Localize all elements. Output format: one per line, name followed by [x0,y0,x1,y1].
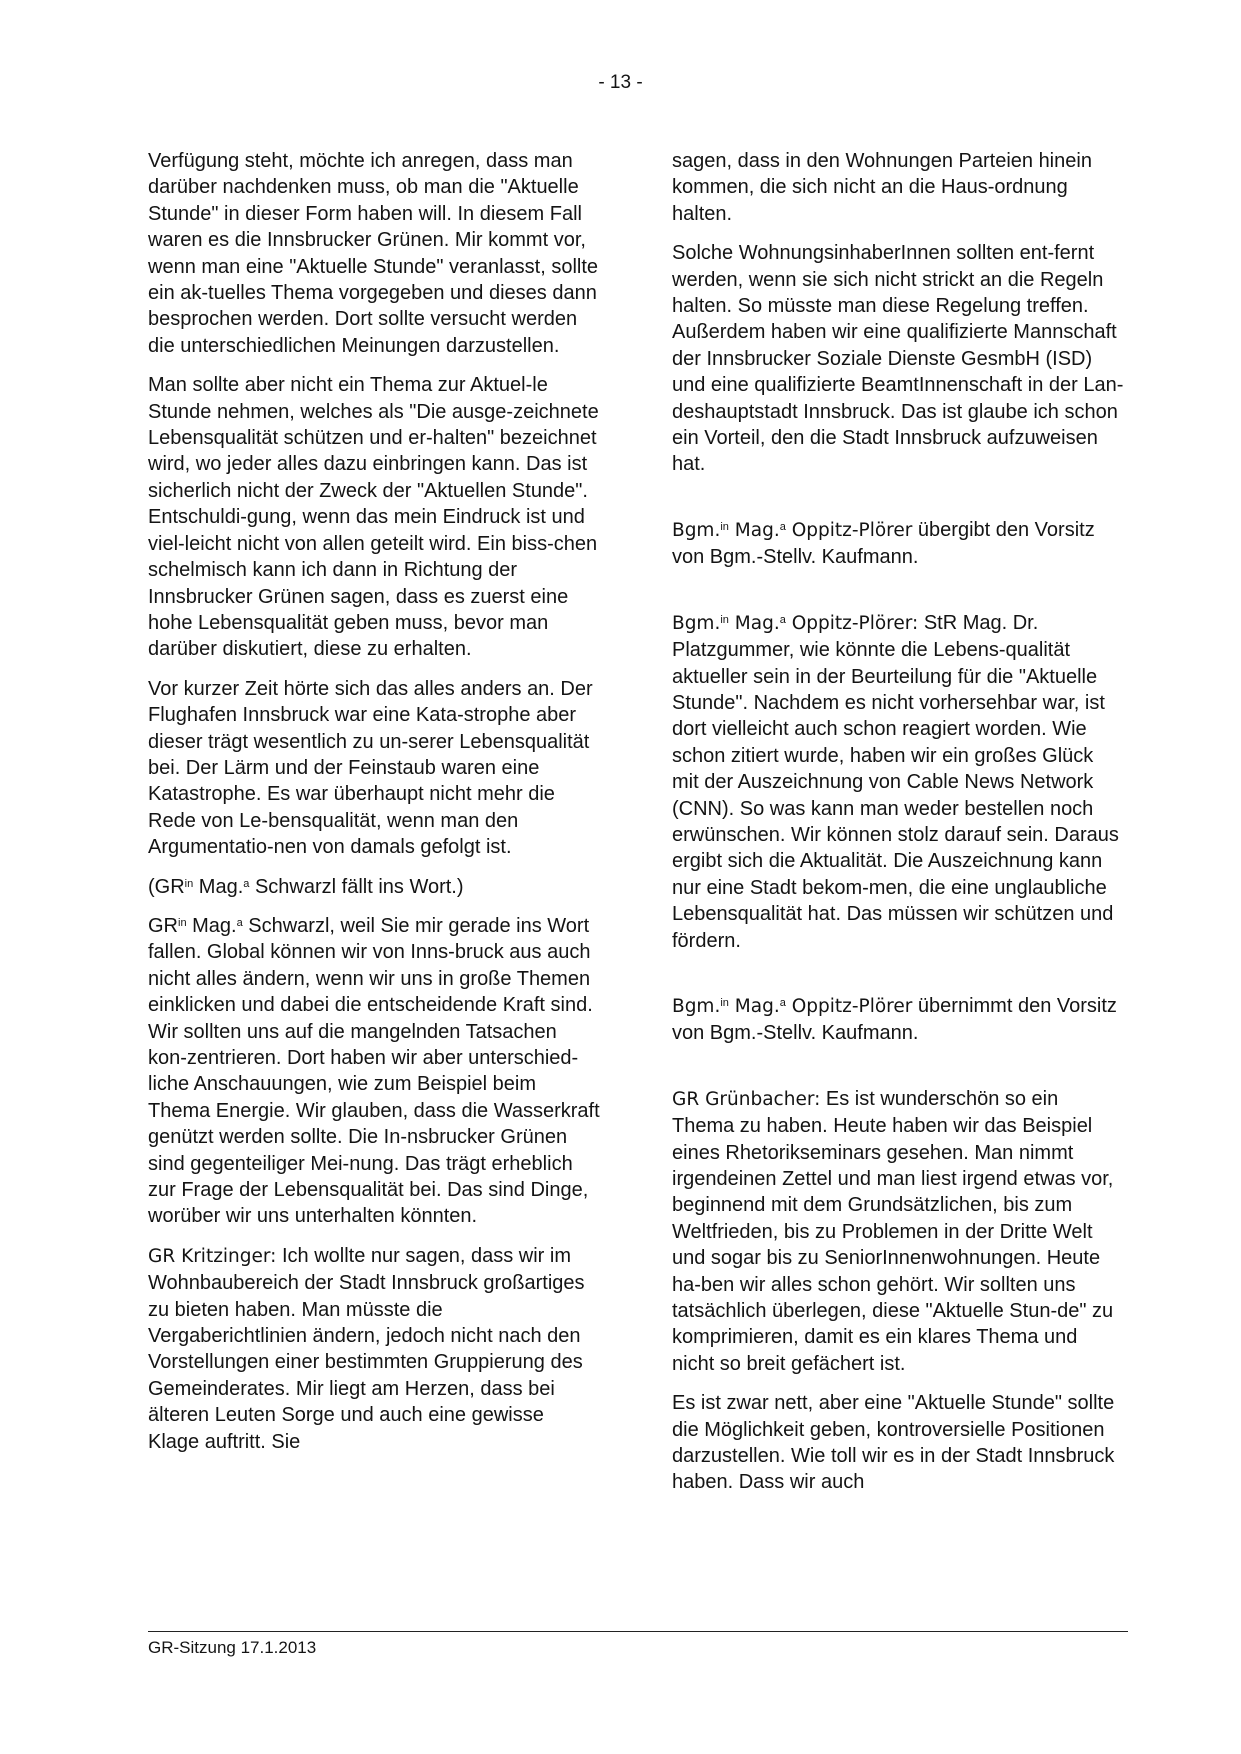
left-column [148,148,600,1468]
interjection: ($GR^{in}$ Mag.$^a$ Schwarzl fällt ins Wort.) [148,875,464,898]
speech-gruenbacher: GR Grünbacher: Es ist wunderschön so ein Thema zu haben. Heute haben wir das Beispiel eines Rhetorikseminars gesehen. Man nimmt irgendeinen Zettel und man liest irgend etwas vor, beginnend mit dem Grundsätzlichen, bis zum Weltfrieden, bis zu Problemen in der Dritte Welt und sogar bis zu SeniorInnenwohnungen. Heute ha-ben wir alles schon gehört. Wir sollten uns tatsächlich überlegen, diese "Aktuelle Stun-de" zu komprimieren, damit es ein klares Thema und nicht so breit gefächert ist. [672,1087,1114,1375]
footer-text: GR-Sitzung 17.1.2013 [148,1638,317,1657]
speaker-name: GR Kritzinger: [148,1245,277,1267]
speech-oppitz-ploerer: Bgm.$^{in}$ Mag.$^a$ Oppitz-Plörer: StR Mag. Dr. Platzgummer, wie könnte die Lebens-qualität aktueller sein in der Beurteilung für die "Aktuelle Stunde". Nachdem es nicht vorhersehbar war, ist dort vielleicht auch schon reagiert worden. Wie schon zitiert wurde, haben wir ein großes Glück mit der Auszeichnung von Cable News Network (CNN). So was kann man weder bestellen noch erwünschen. Wir können stolz darauf sein. Daraus ergibt sich die Aktualität. Die Auszeichnung kann nur eine Stadt bekom-men, die eine unglaubliche Lebensqualität hat. Das müssen wir schützen und fördern. [672,611,1119,952]
right-column [672,148,1124,1509]
speaker-name: GR Grünbacher: [672,1088,821,1110]
paragraph: Man sollte aber nicht ein Thema zur Aktuel-le Stunde nehmen, welches als "Die ausge-zeichnete Lebensqualität schützen und er-halten" bezeichnet wird, wo jeder alles dazu einbringen kann. Das ist sicherlich nicht der Zweck der "Aktuellen Stunde". Entschuldi-gung, wenn das mein Eindruck ist und viel-leicht nicht von allen geteilt wird. Ein biss-chen schelmisch kann ich dann in Richtung der Innsbrucker Grünen sagen, dass es zuerst eine hohe Lebensqualität geben muss, bevor man darüber diskutiert, diese zu erhalten. [148,374,599,661]
paragraph: sagen, dass in den Wohnungen Parteien hinein kommen, die sich nicht an die Haus-ordnung halten. [672,150,1092,225]
page-number: - 13 - [598,72,643,93]
procedural-note: Bgm.$^{in}$ Mag.$^a$ Oppitz-Plörer übernimmt den Vorsitz von Bgm.-Stellv. Kaufmann. [672,994,1117,1045]
paragraph: Solche WohnungsinhaberInnen sollten ent-fernt werden, wenn sie sich nicht strickt an die Regeln halten. So müsste man diese Regelung treffen. Außerdem haben wir eine qualifizierte Mannschaft der Innsbrucker Soziale Dienste GesmbH (ISD) und eine qualifizierte BeamtInnenschaft in der Lan-deshauptstadt Innsbruck. Das ist glaube ich schon ein Vorteil, den die Stadt Innsbruck aufzuweisen hat. [672,242,1124,476]
speech-kritzinger: GR Kritzinger: Ich wollte nur sagen, dass wir im Wohnbaubereich der Stadt Innsbruck großartiges zu bieten haben. Man müsste die Vergaberichtlinien ändern, jedoch nicht nach den Vorstellungen einer bestimmten Gruppierung des Gemeinderates. Mir liegt am Herzen, dass bei älteren Leuten Sorge und auch eine gewisse Klage auftritt. Sie [148,1244,585,1453]
paragraph: Verfügung steht, möchte ich anregen, dass man darüber nachdenken muss, ob man die "Aktuelle Stunde" in dieser Form haben will. In diesem Fall waren es die Innsbrucker Grünen. Mir kommt vor, wenn man eine "Aktuelle Stunde" veranlasst, sollte ein ak-tuelles Thema vorgegeben und dieses dann besprochen werden. Dort sollte versucht werden die unterschiedlichen Meinungen darzustellen. [148,150,599,357]
paragraph: $GR^{in}$ Mag.$^a$ Schwarzl, weil Sie mir gerade ins Wort fallen. Global können wir von Inns-bruck aus auch nicht alles ändern, wenn wir uns in große Themen einklicken und dabei die entscheidende Kraft sind. Wir sollten uns auf die mangelnden Tatsachen kon-zentrieren. Dort haben wir aber unterschied-liche Anschauungen, wie zum Beispiel beim Thema Energie. Wir glauben, dass die Wasserkraft genützt werden sollte. Die In-nsbrucker Grünen sind gegenteiliger Mei-nung. Das trägt erheblich zur Frage der Lebensqualität bei. Das sind Dinge, worüber wir uns unterhalten könnten. [148,914,600,1228]
footer-divider [148,1631,1128,1632]
procedural-note: Bgm.$^{in}$ Mag.$^a$ Oppitz-Plörer übergibt den Vorsitz von Bgm.-Stellv. Kaufmann. [672,518,1095,569]
paragraph: Vor kurzer Zeit hörte sich das alles anders an. Der Flughafen Innsbruck war eine Kata-strophe aber dieser trägt wesentlich zu un-serer Lebensqualität bei. Der Lärm und der Feinstaub waren eine Katastrophe. Es war überhaupt nicht mehr die Rede von Le-bensqualität, wenn man den Argumentatio-nen von damals gefolgt ist. [148,677,593,859]
paragraph: Es ist zwar nett, aber eine "Aktuelle Stunde" sollte die Möglichkeit geben, kontroversielle Positionen darzustellen. Wie toll wir es in der Stadt Innsbruck haben. Dass wir auch [672,1392,1115,1494]
